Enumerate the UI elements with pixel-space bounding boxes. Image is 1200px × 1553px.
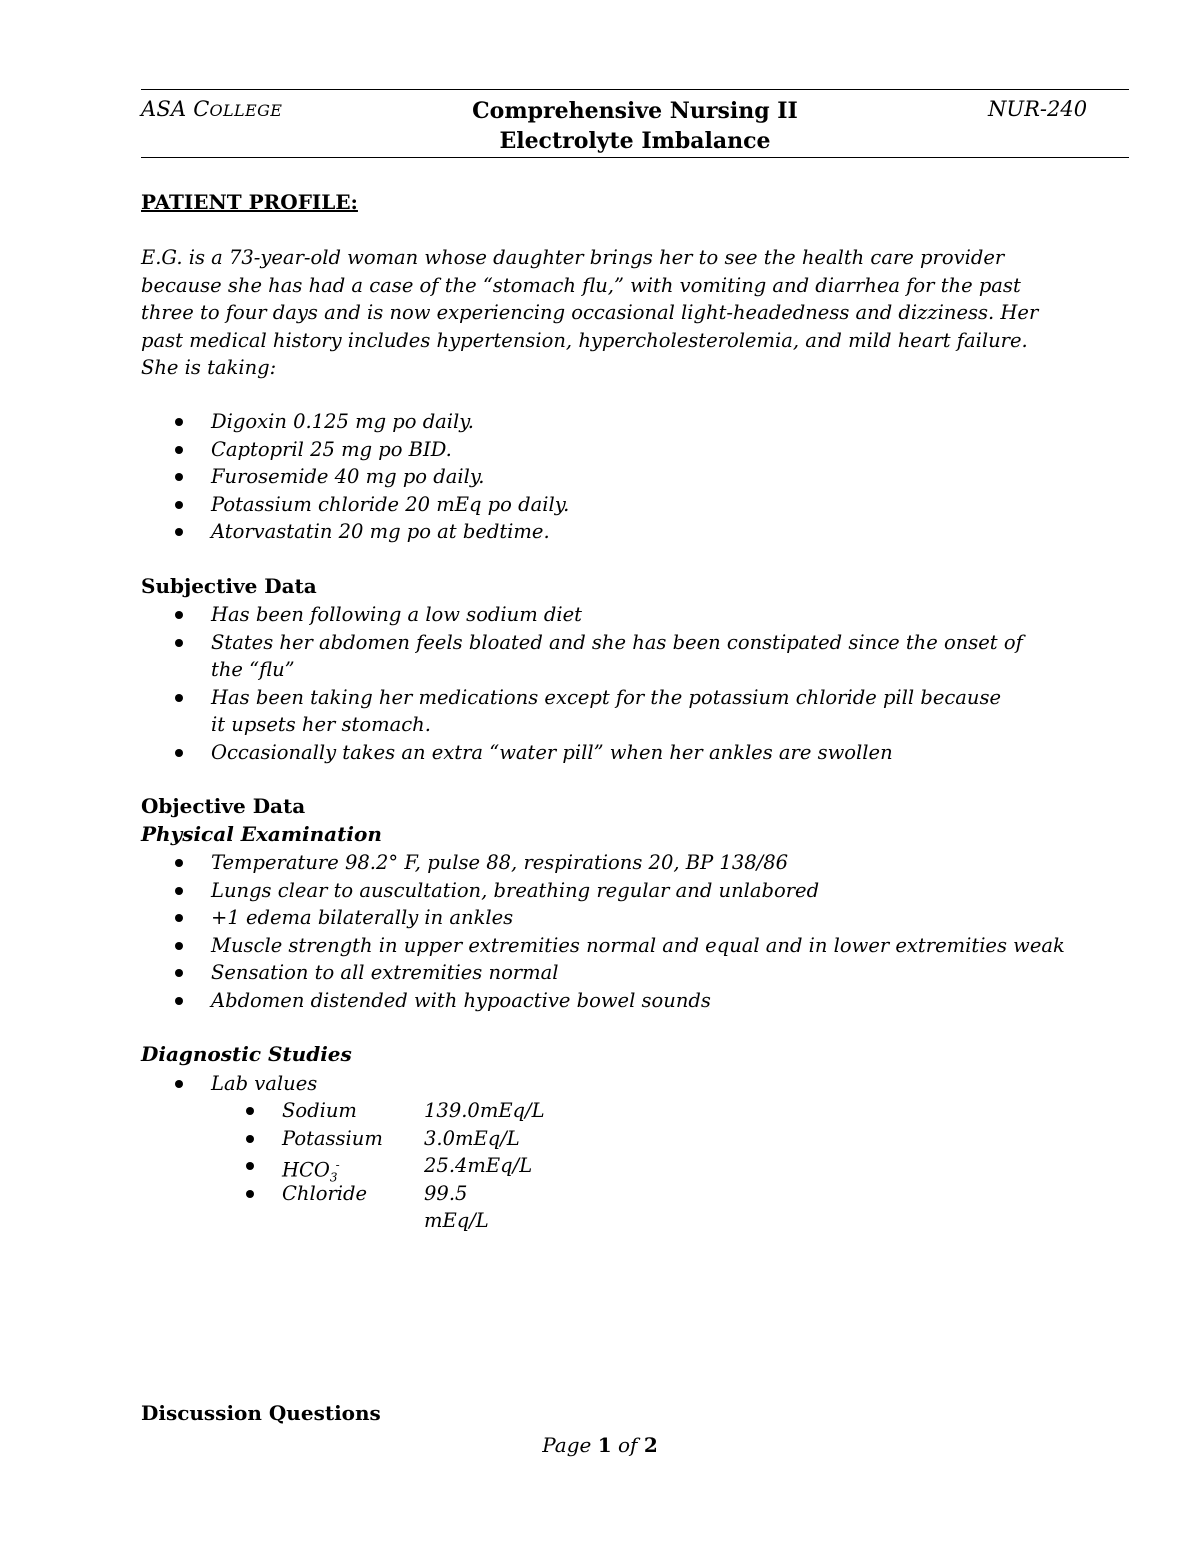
lab-value: 139.0mEq/L (424, 1099, 545, 1122)
bullet-icon (175, 611, 183, 619)
course-title: Comprehensive Nursing II (472, 98, 798, 124)
bullet-icon (246, 1135, 254, 1143)
patient-profile-paragraph: E.G. is a 73-year-old woman whose daughter brings her to see the health care provider because she has had a case of the “stomach flu,” with vomiting and diarrhea for the past three to four days and is now experiencing occasional light-headedness and dizziness. Her past medical history includes hypertension, hypercholesterolemia, and mild heart failure. She is taking: (141, 246, 1039, 380)
bullet-icon (175, 969, 183, 977)
lab-name: Sodium (282, 1099, 357, 1122)
lab-name: Potassium (282, 1126, 383, 1150)
bullet-icon (175, 446, 183, 454)
bullet-icon (246, 1190, 254, 1198)
page-number: Page 1 of 2 (542, 1433, 658, 1457)
bullet-icon (175, 1080, 183, 1088)
bullet-icon (175, 914, 183, 922)
bullet-icon (175, 997, 183, 1005)
bullet-icon (175, 501, 183, 509)
diagnostic-studies-heading: Diagnostic Studies (141, 1042, 352, 1066)
subjective-data-heading: Subjective Data (141, 574, 317, 598)
document-title (440, 96, 830, 156)
lab-value: 99.5 mEq/L (424, 1181, 489, 1233)
lab-name: Chloride (282, 1181, 368, 1205)
bullet-icon (246, 1162, 254, 1170)
college-name: ASA COLLEGE (141, 97, 283, 121)
course-code: NUR-240 (988, 97, 1088, 121)
bullet-icon (175, 418, 183, 426)
bullet-icon (175, 749, 183, 757)
bullet-icon (175, 694, 183, 702)
bullet-icon (175, 473, 183, 481)
header-top-rule (141, 89, 1129, 90)
lab-value: 25.4mEq/L (424, 1154, 533, 1177)
physical-examination-heading: Physical Examination (141, 822, 382, 846)
bullet-icon (175, 942, 183, 950)
bullet-icon (175, 639, 183, 647)
header-bottom-rule (141, 157, 1129, 158)
objective-data-heading: Objective Data (141, 794, 306, 818)
bullet-icon (246, 1107, 254, 1115)
bullet-icon (175, 887, 183, 895)
lab-value: 3.0mEq/L (424, 1126, 520, 1150)
document-subtitle: Electrolyte Imbalance (499, 128, 771, 154)
bullet-icon (175, 528, 183, 536)
discussion-questions-heading: Discussion Questions (141, 1401, 381, 1425)
bullet-icon (175, 859, 183, 867)
patient-profile-heading: PATIENT PROFILE: (141, 190, 358, 214)
lab-name: $HCO_3^-$ (282, 1158, 340, 1185)
